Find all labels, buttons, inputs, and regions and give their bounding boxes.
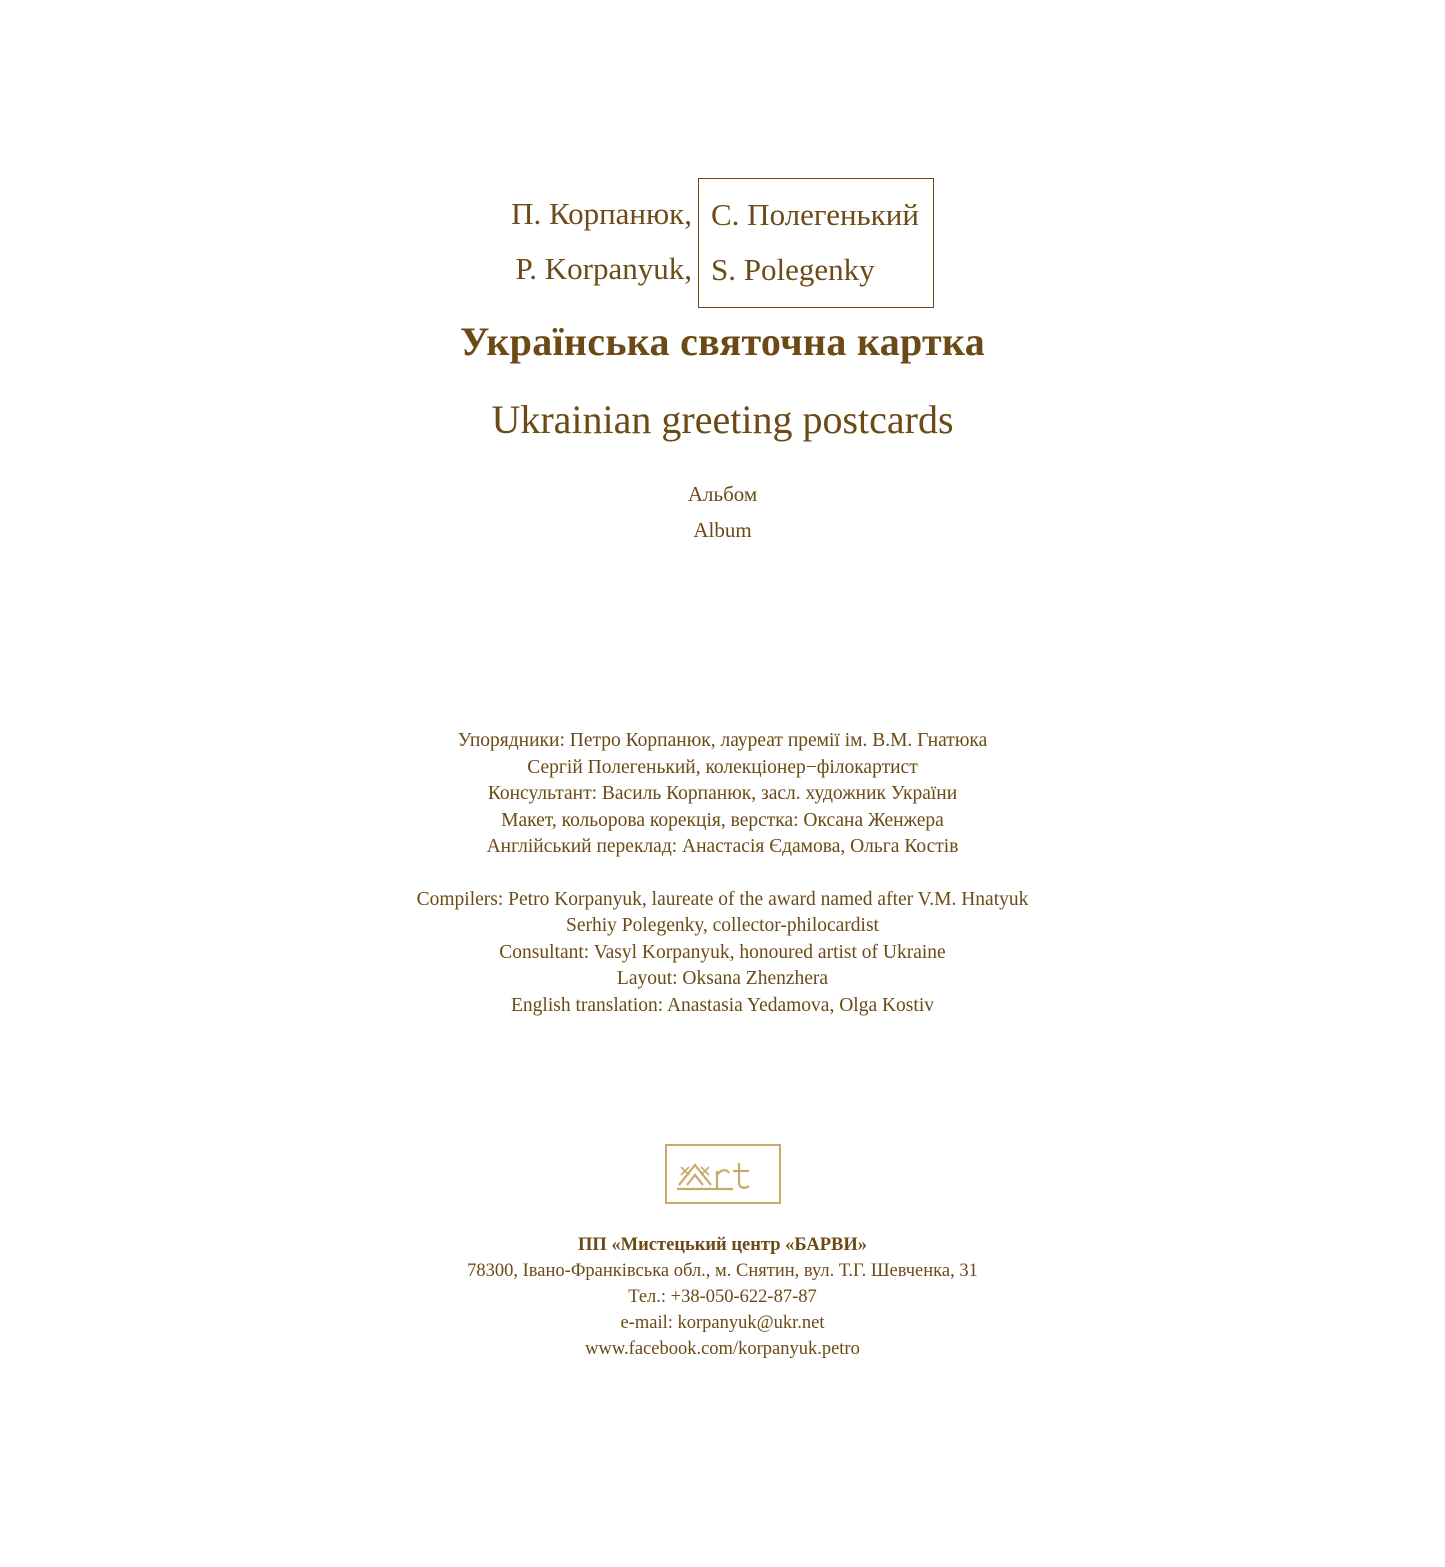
- credits-group-ua: [0, 728, 1445, 861]
- publisher-facebook: www.facebook.com/korpanyuk.petro: [585, 1339, 860, 1359]
- authors-left-column: [511, 178, 698, 296]
- credit-line: Макет, кольорова корекція, верстка: Оксана Женжера: [501, 809, 944, 831]
- publisher-name: ПП «Мистецький центр «БАРВИ»: [578, 1235, 867, 1255]
- credit-line: Compilers: Petro Korpanyuk, laureate of the award named after V.M. Hnatyuk: [416, 888, 1029, 910]
- credits-block: [0, 728, 1445, 1019]
- publisher-phone: Тел.: +38-050-622-87-87: [628, 1287, 817, 1307]
- credits-group-en: [0, 887, 1445, 1020]
- credit-line: Layout: Oksana Zhenzhera: [616, 968, 829, 989]
- author-line-en: P. Korpanyuk,: [515, 251, 692, 286]
- boxed-author-line-ua: С. Полегенький: [711, 197, 919, 232]
- credit-line: Консультант: Василь Корпанюк, засл. художник України: [487, 783, 958, 804]
- page-subtitle-ua: Альбом: [687, 482, 758, 506]
- author-line-ua: П. Корпанюк,: [511, 196, 692, 231]
- credit-line: Упорядники: Петро Корпанюк, лауреат премії ім. В.М. Гнатюка: [457, 730, 988, 751]
- credit-line: English translation: Anastasia Yedamova, Olga Kostiv: [510, 994, 934, 1016]
- page-title-ua: Українська святочна картка: [459, 319, 986, 364]
- publisher-address: 78300, Івано-Франківська обл., м. Снятин, вул. Т.Г. Шевченка, 31: [467, 1261, 978, 1281]
- credit-line: Англійський переклад: Анастасія Єдамова, Ольга Костів: [486, 836, 959, 857]
- page-subtitle-en: Album: [693, 518, 752, 542]
- publisher-logo-wrap: [0, 1144, 1445, 1204]
- publisher-email: e-mail: korpanyuk@ukr.net: [620, 1313, 825, 1333]
- credit-line: Serhiy Polegenky, collector-philocardist: [566, 915, 879, 936]
- credit-line: Сергій Полегенький, колекціонер−філокартист: [527, 756, 918, 778]
- authors-block: [0, 178, 1445, 308]
- imprint-block: [0, 1232, 1445, 1362]
- authors-boxed-column: [698, 178, 934, 308]
- boxed-author-line-en: S. Polegenky: [711, 252, 875, 287]
- credit-line: Consultant: Vasyl Korpanyuk, honoured artist of Ukraine: [499, 941, 946, 963]
- page-title-en: Ukrainian greeting postcards: [491, 397, 954, 442]
- barvy-art-logo-icon: [665, 1144, 781, 1204]
